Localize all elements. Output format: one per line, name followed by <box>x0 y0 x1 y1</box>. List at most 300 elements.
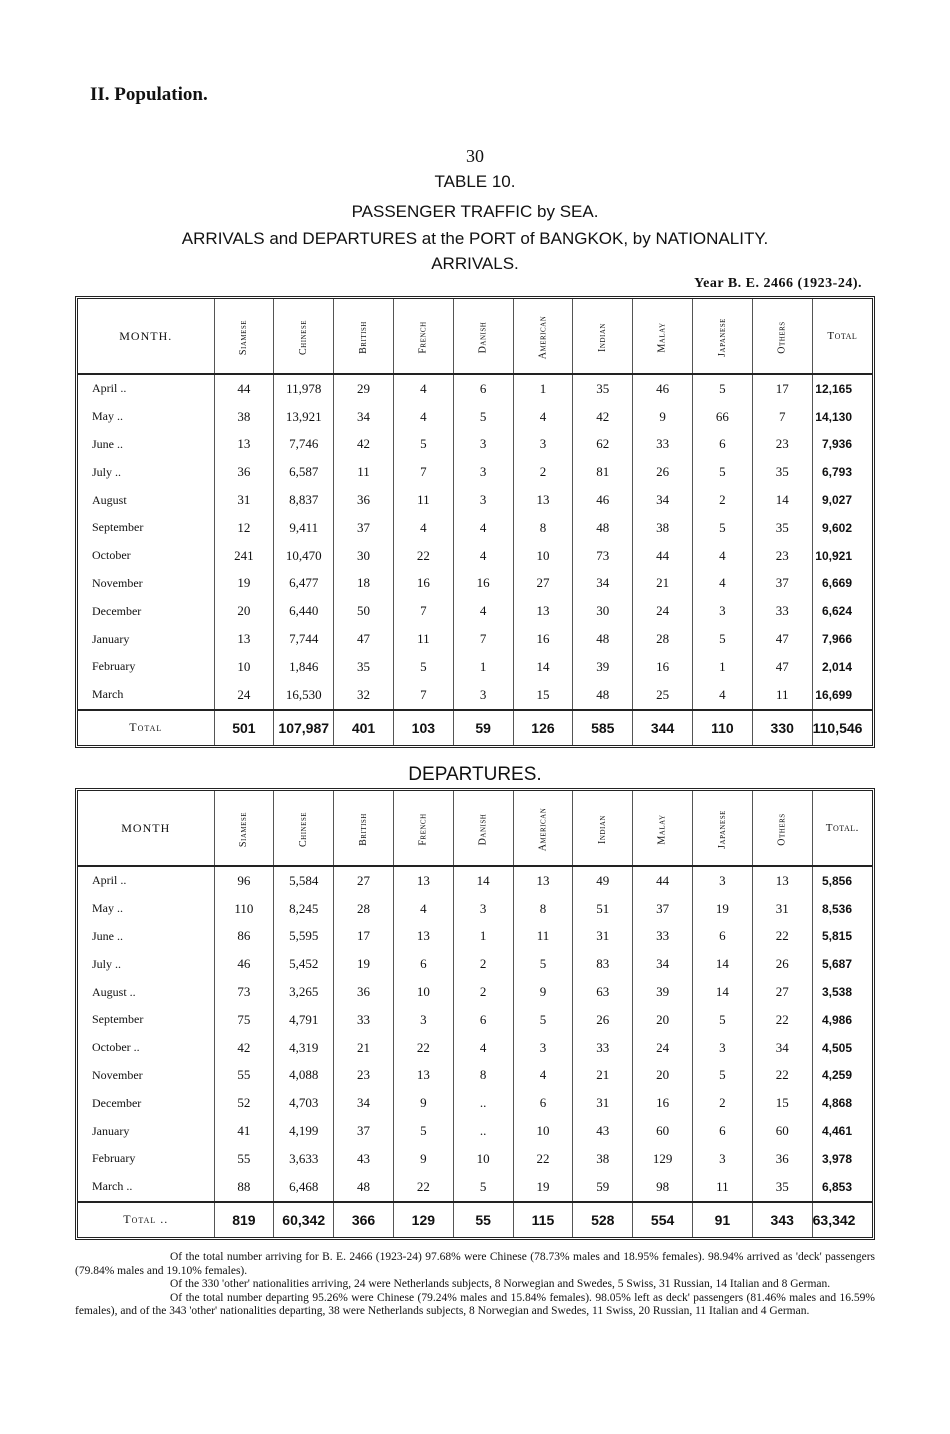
row-total-cell: 12,165 <box>812 374 872 403</box>
table-row <box>78 431 872 459</box>
column-header-danish <box>453 299 513 374</box>
value-cell: 36 <box>334 486 394 514</box>
value-cell: 3 <box>453 486 513 514</box>
value-cell: 4 <box>393 514 453 542</box>
table-row <box>78 570 872 598</box>
value-cell: 63 <box>573 978 633 1006</box>
row-total-cell: 3,978 <box>812 1145 872 1173</box>
month-cell: November <box>92 575 143 590</box>
value-cell: 59 <box>573 1173 633 1202</box>
value-cell: 13 <box>513 486 573 514</box>
value-cell: 46 <box>573 486 633 514</box>
value-cell: 62 <box>573 431 633 459</box>
column-header-indian <box>573 299 633 374</box>
column-header-american <box>513 791 573 866</box>
value-cell: 60 <box>633 1117 693 1145</box>
row-total-cell: 4,868 <box>812 1089 872 1117</box>
column-header-siamese <box>214 299 274 374</box>
value-cell: 26 <box>573 1006 633 1034</box>
row-total-cell: 16,699 <box>812 681 872 710</box>
value-cell: 27 <box>334 866 394 895</box>
value-cell: 34 <box>334 403 394 431</box>
value-cell: 37 <box>633 895 693 923</box>
value-cell: 21 <box>573 1062 633 1090</box>
value-cell: 4,703 <box>274 1089 334 1117</box>
column-total-cell: 103 <box>393 710 453 745</box>
value-cell: 86 <box>214 923 274 951</box>
row-total-cell: 2,014 <box>812 653 872 681</box>
value-cell: 22 <box>393 1034 453 1062</box>
column-header-malay <box>633 299 693 374</box>
value-cell: 3 <box>513 431 573 459</box>
row-total-cell: 5,687 <box>812 950 872 978</box>
value-cell: 44 <box>214 374 274 403</box>
column-total-cell: 59 <box>453 710 513 745</box>
table-row <box>78 1062 872 1090</box>
value-cell: 98 <box>633 1173 693 1202</box>
table-row <box>78 978 872 1006</box>
value-cell: 14 <box>453 866 513 895</box>
value-cell: 3 <box>513 1034 573 1062</box>
value-cell: 5 <box>693 374 753 403</box>
column-header-label: Danish <box>477 813 489 846</box>
column-header-japanese <box>693 299 753 374</box>
table-row <box>78 950 872 978</box>
row-total-cell: 9,602 <box>812 514 872 542</box>
month-cell: November <box>92 1067 143 1082</box>
column-total-cell: 585 <box>573 710 633 745</box>
table-row <box>78 1006 872 1034</box>
column-total-cell: 330 <box>752 710 812 745</box>
month-cell: June .. <box>92 928 123 943</box>
value-cell: 47 <box>752 653 812 681</box>
departures-table <box>75 788 875 1240</box>
value-cell: 22 <box>752 923 812 951</box>
row-total-cell: 3,538 <box>812 978 872 1006</box>
value-cell: 28 <box>633 625 693 653</box>
value-cell: 42 <box>573 403 633 431</box>
month-cell: May .. <box>92 901 123 916</box>
column-total-cell: 115 <box>513 1202 573 1237</box>
value-cell: 13 <box>752 866 812 895</box>
value-cell: 16 <box>453 570 513 598</box>
month-cell: September <box>92 1012 144 1027</box>
value-cell: 46 <box>214 950 274 978</box>
value-cell: 8 <box>453 1062 513 1090</box>
value-cell: 26 <box>752 950 812 978</box>
value-cell: 5 <box>453 1173 513 1202</box>
value-cell: 44 <box>633 866 693 895</box>
value-cell: 22 <box>752 1006 812 1034</box>
arrivals-table <box>75 296 875 748</box>
row-total-cell: 6,793 <box>812 458 872 486</box>
value-cell: 4 <box>393 895 453 923</box>
value-cell: 1 <box>693 653 753 681</box>
value-cell: 19 <box>214 570 274 598</box>
value-cell: 66 <box>693 403 753 431</box>
value-cell: 42 <box>214 1034 274 1062</box>
value-cell: 6,468 <box>274 1173 334 1202</box>
value-cell: 11,978 <box>274 374 334 403</box>
value-cell: 12 <box>214 514 274 542</box>
total-column-header: Total <box>812 299 872 374</box>
table-row <box>78 1173 872 1202</box>
value-cell: 33 <box>633 923 693 951</box>
value-cell: 26 <box>633 458 693 486</box>
month-cell: September <box>92 520 144 535</box>
value-cell: 20 <box>214 597 274 625</box>
value-cell: 37 <box>334 514 394 542</box>
column-header-label: Others <box>776 321 788 354</box>
value-cell: 14 <box>513 653 573 681</box>
table-row <box>78 653 872 681</box>
value-cell: 4,791 <box>274 1006 334 1034</box>
value-cell: 7 <box>453 625 513 653</box>
value-cell: 3 <box>693 1145 753 1173</box>
value-cell: 28 <box>334 895 394 923</box>
value-cell: 13 <box>393 1062 453 1090</box>
column-header-american <box>513 299 573 374</box>
column-header-others <box>752 299 812 374</box>
column-total-cell: 366 <box>334 1202 394 1237</box>
value-cell: 25 <box>633 681 693 710</box>
value-cell: 48 <box>334 1173 394 1202</box>
value-cell: 23 <box>752 542 812 570</box>
column-header-danish <box>453 791 513 866</box>
column-header-label: Japanese <box>716 318 728 357</box>
value-cell: 4 <box>393 374 453 403</box>
total-label: Total <box>78 710 214 745</box>
grand-total-cell: 63,342 <box>812 1202 872 1237</box>
column-total-cell: 401 <box>334 710 394 745</box>
value-cell: 6 <box>453 1006 513 1034</box>
value-cell: 11 <box>393 486 453 514</box>
month-cell: December <box>92 1095 142 1110</box>
value-cell: 10 <box>453 1145 513 1173</box>
value-cell: 16 <box>513 625 573 653</box>
value-cell: 50 <box>334 597 394 625</box>
column-total-cell: 126 <box>513 710 573 745</box>
value-cell: 6 <box>693 1117 753 1145</box>
value-cell: 34 <box>334 1089 394 1117</box>
total-column-header: Total. <box>812 791 872 866</box>
table-row <box>78 866 872 895</box>
value-cell: 11 <box>752 681 812 710</box>
table-number: TABLE 10. <box>434 172 516 191</box>
value-cell: 110 <box>214 895 274 923</box>
column-header-label: Siamese <box>238 811 250 848</box>
value-cell: 4 <box>453 597 513 625</box>
column-header-french <box>393 299 453 374</box>
value-cell: 11 <box>513 923 573 951</box>
column-header-others <box>752 791 812 866</box>
value-cell: 33 <box>334 1006 394 1034</box>
value-cell: 11 <box>393 625 453 653</box>
row-total-cell: 4,986 <box>812 1006 872 1034</box>
value-cell: 2 <box>453 950 513 978</box>
column-total-cell: 554 <box>633 1202 693 1237</box>
value-cell: 19 <box>693 895 753 923</box>
value-cell: 16 <box>393 570 453 598</box>
value-cell: 10,470 <box>274 542 334 570</box>
value-cell: 31 <box>752 895 812 923</box>
table-row <box>78 597 872 625</box>
section-title: II. Population. <box>90 84 208 105</box>
value-cell: 47 <box>752 625 812 653</box>
value-cell: 33 <box>633 431 693 459</box>
table-row <box>78 403 872 431</box>
value-cell: 24 <box>633 597 693 625</box>
value-cell: 35 <box>752 458 812 486</box>
value-cell: 7 <box>393 597 453 625</box>
row-total-cell: 5,815 <box>812 923 872 951</box>
value-cell: 51 <box>573 895 633 923</box>
column-total-cell: 819 <box>214 1202 274 1237</box>
value-cell: 14 <box>693 978 753 1006</box>
table-row <box>78 1089 872 1117</box>
value-cell: 21 <box>334 1034 394 1062</box>
value-cell: 6,477 <box>274 570 334 598</box>
month-cell: April .. <box>92 873 127 888</box>
value-cell: 11 <box>693 1173 753 1202</box>
value-cell: 4 <box>513 1062 573 1090</box>
value-cell: 32 <box>334 681 394 710</box>
column-header-chinese <box>274 791 334 866</box>
column-header-label: Japanese <box>716 810 728 849</box>
value-cell: 36 <box>752 1145 812 1173</box>
table-row <box>78 1117 872 1145</box>
value-cell: 5 <box>393 653 453 681</box>
row-total-cell: 4,461 <box>812 1117 872 1145</box>
value-cell: 38 <box>214 403 274 431</box>
month-cell: January <box>92 1123 130 1138</box>
value-cell: 17 <box>334 923 394 951</box>
value-cell: 38 <box>633 514 693 542</box>
column-total-cell: 344 <box>633 710 693 745</box>
row-total-cell: 5,856 <box>812 866 872 895</box>
column-header-malay <box>633 791 693 866</box>
row-total-cell: 6,853 <box>812 1173 872 1202</box>
value-cell: 52 <box>214 1089 274 1117</box>
value-cell: 6 <box>393 950 453 978</box>
value-cell: 16,530 <box>274 681 334 710</box>
value-cell: 44 <box>633 542 693 570</box>
month-cell: April .. <box>92 381 127 396</box>
value-cell: 2 <box>453 978 513 1006</box>
column-total-cell: 110 <box>693 710 753 745</box>
column-header-japanese <box>693 791 753 866</box>
column-total-cell: 55 <box>453 1202 513 1237</box>
value-cell: 73 <box>214 978 274 1006</box>
row-total-cell: 9,027 <box>812 486 872 514</box>
value-cell: 30 <box>573 597 633 625</box>
value-cell: 36 <box>334 978 394 1006</box>
value-cell: 5 <box>693 1062 753 1090</box>
column-header-label: French <box>417 321 429 354</box>
month-cell: May .. <box>92 409 123 424</box>
value-cell: 13 <box>513 866 573 895</box>
value-cell: 5 <box>513 1006 573 1034</box>
month-column-header: MONTH. <box>78 299 214 374</box>
value-cell: 35 <box>752 1173 812 1202</box>
month-cell: June .. <box>92 436 123 451</box>
value-cell: 11 <box>334 458 394 486</box>
grand-total-cell: 110,546 <box>812 710 872 745</box>
value-cell: 3,265 <box>274 978 334 1006</box>
value-cell: 5 <box>693 625 753 653</box>
value-cell: 5,452 <box>274 950 334 978</box>
value-cell: 10 <box>214 653 274 681</box>
note-departures: Of the total number departing 95.26% were Chinese (79.24% males and 15.84% females). 98.05% left as deck' passengers (81.46% males and 16.59% females), and of the 343 'other' nationalities departing, 38 were Netherlands subjects, 8 Norwegian and Swedes, 11 Swiss, 20 Russian, 11 Italian and 4 German. <box>75 1291 875 1318</box>
value-cell: 14 <box>693 950 753 978</box>
column-header-label: Indian <box>597 323 609 352</box>
value-cell: 7 <box>752 403 812 431</box>
month-cell: December <box>92 603 142 618</box>
total-label: Total .. <box>78 1202 214 1237</box>
table-row <box>78 374 872 403</box>
month-cell: March .. <box>92 1179 133 1194</box>
column-header-label: French <box>417 813 429 846</box>
value-cell: 31 <box>573 1089 633 1117</box>
value-cell: 9 <box>633 403 693 431</box>
value-cell: 13 <box>214 431 274 459</box>
value-cell: 4 <box>693 681 753 710</box>
value-cell: 24 <box>633 1034 693 1062</box>
value-cell: 2 <box>513 458 573 486</box>
table-row <box>78 625 872 653</box>
value-cell: 88 <box>214 1173 274 1202</box>
value-cell: 22 <box>752 1062 812 1090</box>
value-cell: 7,746 <box>274 431 334 459</box>
column-header-indian <box>573 791 633 866</box>
value-cell: 8 <box>513 514 573 542</box>
value-cell: 8 <box>513 895 573 923</box>
value-cell: 22 <box>393 542 453 570</box>
note-arrivals-others: Of the 330 'other' nationalities arriving, 24 were Netherlands subjects, 8 Norwegian and Swedes, 5 Swiss, 31 Russian, 14 Italian and 8 German. <box>170 1278 831 1291</box>
value-cell: 19 <box>334 950 394 978</box>
value-cell: 7,744 <box>274 625 334 653</box>
total-row <box>78 1202 872 1237</box>
value-cell: 6,587 <box>274 458 334 486</box>
value-cell: .. <box>453 1089 513 1117</box>
month-column-header: MONTH <box>78 791 214 866</box>
value-cell: 13 <box>214 625 274 653</box>
value-cell: 4 <box>693 542 753 570</box>
column-total-cell: 107,987 <box>274 710 334 745</box>
column-total-cell: 343 <box>752 1202 812 1237</box>
value-cell: 8,245 <box>274 895 334 923</box>
value-cell: 13,921 <box>274 403 334 431</box>
value-cell: 22 <box>513 1145 573 1173</box>
value-cell: 5 <box>693 514 753 542</box>
column-total-cell: 129 <box>393 1202 453 1237</box>
value-cell: 35 <box>334 653 394 681</box>
value-cell: 13 <box>393 866 453 895</box>
column-header-label: Malay <box>657 322 669 353</box>
column-header-label: American <box>537 807 549 852</box>
table-row <box>78 681 872 710</box>
column-header-british <box>334 791 394 866</box>
value-cell: 5 <box>393 431 453 459</box>
row-total-cell: 7,936 <box>812 431 872 459</box>
value-cell: 5 <box>393 1117 453 1145</box>
value-cell: 96 <box>214 866 274 895</box>
value-cell: 3 <box>453 895 513 923</box>
value-cell: 43 <box>573 1117 633 1145</box>
row-total-cell: 6,669 <box>812 570 872 598</box>
value-cell: 3 <box>693 1034 753 1062</box>
value-cell: 27 <box>752 978 812 1006</box>
month-cell: October <box>92 548 131 563</box>
value-cell: 20 <box>633 1062 693 1090</box>
value-cell: 9 <box>393 1089 453 1117</box>
value-cell: 34 <box>633 950 693 978</box>
value-cell: 5,584 <box>274 866 334 895</box>
value-cell: 1 <box>453 923 513 951</box>
value-cell: 3 <box>453 681 513 710</box>
value-cell: 16 <box>633 1089 693 1117</box>
column-header-label: British <box>358 321 370 354</box>
value-cell: 8,837 <box>274 486 334 514</box>
value-cell: 48 <box>573 514 633 542</box>
column-header-french <box>393 791 453 866</box>
row-total-cell: 8,536 <box>812 895 872 923</box>
month-cell: August .. <box>92 984 136 999</box>
value-cell: 23 <box>752 431 812 459</box>
column-header-label: Danish <box>477 321 489 354</box>
month-cell: July .. <box>92 464 122 479</box>
month-cell: October .. <box>92 1040 140 1055</box>
value-cell: 9,411 <box>274 514 334 542</box>
table-row <box>78 1145 872 1173</box>
value-cell: 4 <box>393 403 453 431</box>
value-cell: 34 <box>573 570 633 598</box>
value-cell: 35 <box>752 514 812 542</box>
value-cell: 4 <box>513 403 573 431</box>
value-cell: 43 <box>334 1145 394 1173</box>
value-cell: 22 <box>393 1173 453 1202</box>
column-header-label: American <box>537 315 549 360</box>
value-cell: 16 <box>633 653 693 681</box>
month-cell: February <box>92 1151 136 1166</box>
table-title: PASSENGER TRAFFIC by SEA. <box>351 202 599 221</box>
row-total-cell: 4,259 <box>812 1062 872 1090</box>
value-cell: 7 <box>393 681 453 710</box>
value-cell: 41 <box>214 1117 274 1145</box>
column-header-british <box>334 299 394 374</box>
value-cell: .. <box>453 1117 513 1145</box>
value-cell: 38 <box>573 1145 633 1173</box>
value-cell: 75 <box>214 1006 274 1034</box>
value-cell: 10 <box>513 1117 573 1145</box>
value-cell: 55 <box>214 1145 274 1173</box>
value-cell: 37 <box>334 1117 394 1145</box>
value-cell: 15 <box>752 1089 812 1117</box>
row-total-cell: 4,505 <box>812 1034 872 1062</box>
table-subtitle: ARRIVALS and DEPARTURES at the PORT of BANGKOK, by NATIONALITY. <box>181 229 769 248</box>
column-header-label: Malay <box>657 814 669 845</box>
value-cell: 27 <box>513 570 573 598</box>
table-row <box>78 458 872 486</box>
value-cell: 6 <box>693 431 753 459</box>
value-cell: 46 <box>633 374 693 403</box>
table-row <box>78 486 872 514</box>
row-total-cell: 14,130 <box>812 403 872 431</box>
value-cell: 14 <box>752 486 812 514</box>
value-cell: 6 <box>513 1089 573 1117</box>
value-cell: 83 <box>573 950 633 978</box>
column-total-cell: 91 <box>693 1202 753 1237</box>
